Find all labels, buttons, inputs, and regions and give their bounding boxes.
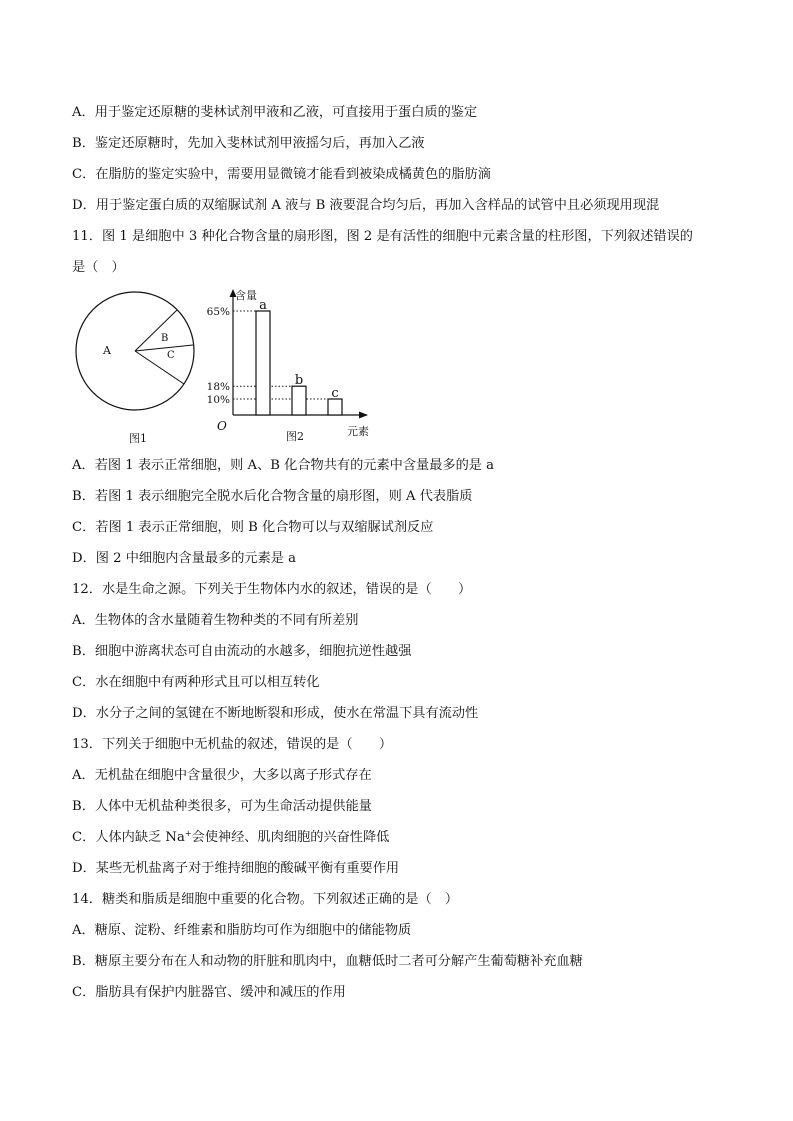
bar-b xyxy=(292,386,306,415)
q12-option-d: D．水分子之间的氢键在不断地断裂和形成，使水在常温下具有流动性 xyxy=(72,706,479,721)
q10-option-a: A．用于鉴定还原糖的斐林试剂甲液和乙液，可直接用于蛋白质的鉴定 xyxy=(72,105,478,120)
q11-option-b: B．若图 1 表示细胞完全脱水后化合物含量的扇形图，则 A 代表脂质 xyxy=(72,489,473,504)
q14-option-b: B．糖原主要分布在人和动物的肝脏和肌肉中，血糖低时二者可分解产生葡萄糖补充血糖 xyxy=(72,954,583,969)
q11-stem-line1: 11．图 1 是细胞中 3 种化合物含量的扇形图，图 2 是有活性的细胞中元素含量的柱形图，下列叙述错误的 xyxy=(72,229,693,244)
tick-label-18: 18% xyxy=(206,381,230,394)
q13-option-b: B．人体中无机盐种类很多，可为生命活动提供能量 xyxy=(72,799,372,814)
q11-option-d: D．图 2 中细胞内含量最多的元素是 a xyxy=(72,551,297,566)
bar-label-b: b xyxy=(294,373,304,389)
q12-option-b: B．细胞中游离状态可自由流动的水越多，细胞抗逆性越强 xyxy=(72,644,412,659)
q11-option-c: C．若图 1 表示正常细胞，则 B 化合物可以与双缩脲试剂反应 xyxy=(72,520,434,535)
q13-option-c-post: 会使神经、肌肉细胞的兴奋性降低 xyxy=(191,830,390,845)
q13-option-d: D．某些无机盐离子对于维持细胞的酸碱平衡有重要作用 xyxy=(72,861,400,876)
pie-label-c: C xyxy=(167,350,175,361)
x-axis-arrow xyxy=(359,412,368,419)
bar-label-c: c xyxy=(331,386,339,401)
pie-label-b: B xyxy=(161,333,169,344)
tick-label-10: 10% xyxy=(206,394,230,406)
q10-option-b: B．鉴定还原糖时，先加入斐林试剂甲液摇匀后，再加入乙液 xyxy=(72,136,425,151)
q12-option-c: C．水在细胞中有两种形式且可以相互转化 xyxy=(72,675,320,690)
x-axis-label: 元素 xyxy=(347,425,369,438)
q12-stem: 12．水是生命之源。下列关于生物体内水的叙述，错误的是（ ） xyxy=(72,582,472,597)
bar-c xyxy=(328,399,342,415)
bar-label-a: a xyxy=(259,298,267,313)
origin-label: O xyxy=(217,419,227,433)
figure1-caption: 图1 xyxy=(129,432,147,445)
q13-option-a: A．无机盐在细胞中含量很少，大多以离子形式存在 xyxy=(72,768,372,783)
sodium-charge: + xyxy=(184,829,192,838)
y-axis-label: 含量 xyxy=(235,289,257,302)
pie-label-a: A xyxy=(103,344,111,357)
q14-stem: 14．糖类和脂质是细胞中重要的化合物。下列叙述正确的是（ ） xyxy=(72,892,459,907)
figure2-bar-chart xyxy=(195,283,380,445)
q10-option-d: D．用于鉴定蛋白质的双缩脲试剂 A 液与 B 液要混合均匀后，再加入含样品的试管中且必须现用现混 xyxy=(72,198,660,213)
q10-option-c: C．在脂肪的鉴定实验中，需要用显微镜才能看到被染成橘黄色的脂肪滴 xyxy=(72,167,491,182)
q14-option-c: C．脂肪具有保护内脏器官、缓冲和减压的作用 xyxy=(72,985,346,1000)
q11-option-a: A．若图 1 表示正常细胞，则 A、B 化合物共有的元素中含量最多的是 a xyxy=(72,458,495,473)
q13-option-c-pre: C．人体内缺乏 Na xyxy=(72,830,185,845)
bar-a xyxy=(256,311,270,415)
q11-stem-line2: 是（ ） xyxy=(72,260,125,275)
q13-option-c xyxy=(72,829,389,847)
figure2-caption: 图2 xyxy=(286,430,304,443)
q12-option-a: A．生物体的含水量随着生物种类的不同有所差别 xyxy=(72,613,359,628)
q14-option-a: A．糖原、淀粉、纤维素和脂肪均可作为细胞中的储能物质 xyxy=(72,923,412,938)
figure1-pie xyxy=(60,285,200,445)
q13-stem: 13．下列关于细胞中无机盐的叙述，错误的是（ ） xyxy=(72,737,393,752)
tick-label-65: 65% xyxy=(206,306,230,318)
